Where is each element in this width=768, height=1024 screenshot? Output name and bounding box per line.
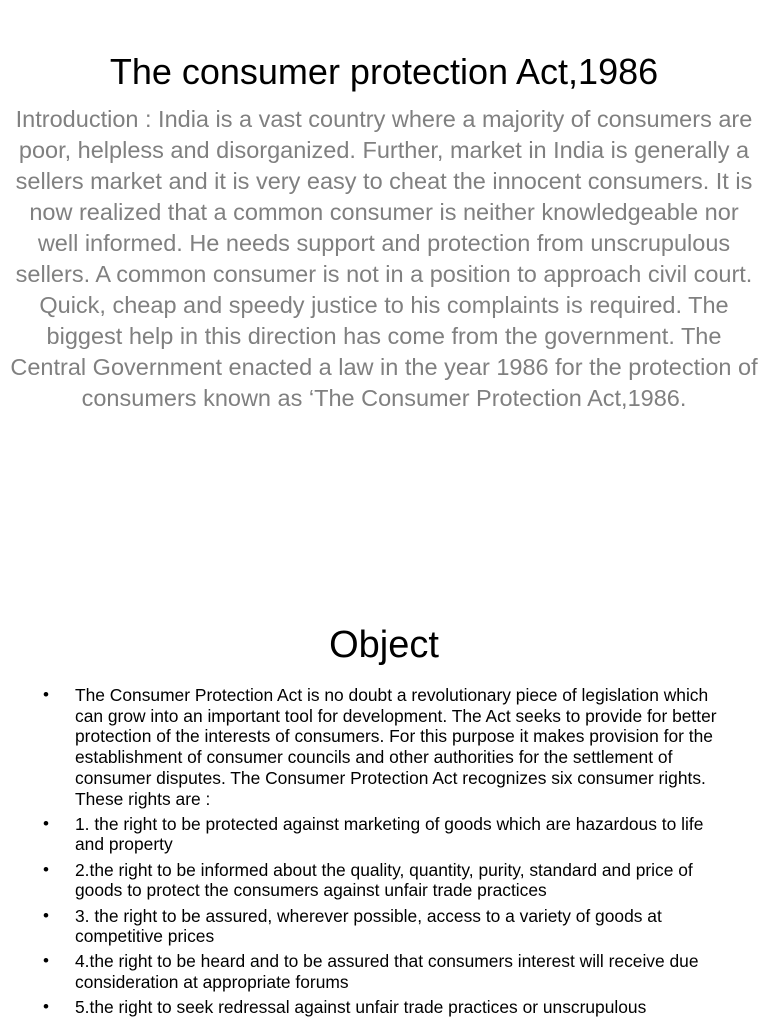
bullet-icon: • — [43, 905, 49, 925]
slide-title: The consumer protection Act,1986 — [109, 51, 659, 92]
bullet-item — [0, 860, 768, 901]
introduction-paragraph: Introduction : India is a vast country where a majority of consumers are poor, helpless and disorganized. Further, market in India is generally a sellers market and it is very easy to cheat the innocent consumers. It is now realized that a common consumer is neither knowledgeable nor well informed. He needs support and protection from unscrupulous sellers. A common consumer is not in a position to approach civil court. Quick, cheap and speedy justice to his complaints is required. The biggest help in this direction has come from the government. The Central Government enacted a law in the year 1986 for the protection of consumers known as ‘The Consumer Protection Act,1986. — [10, 106, 758, 411]
bullet-text: 1. the right to be protected against marketing of goods which are hazardous to life and property — [75, 813, 704, 855]
bullet-item — [0, 685, 768, 809]
bullet-text: 5.the right to seek redressal against unfair trade practices or unscrupulous — [75, 997, 647, 1018]
bullet-text: 2.the right to be informed about the quality, quantity, purity, standard and price of goods to protect the consumers against unfair trade practices — [75, 859, 693, 901]
bullet-text: 4.the right to be heard and to be assured that consumers interest will receive due consideration at appropriate forums — [75, 951, 699, 993]
bullet-item — [0, 951, 768, 992]
slide-title: Object — [329, 624, 439, 666]
bullet-item — [0, 906, 768, 947]
slide-object — [0, 560, 768, 1024]
bullet-text: 3. the right to be assured, wherever possible, access to a variety of goods at competitive prices — [75, 905, 662, 947]
bullet-icon: • — [43, 813, 49, 833]
bullet-icon: • — [43, 951, 49, 971]
bullet-icon: • — [43, 685, 49, 704]
bullet-item — [0, 997, 768, 1018]
bullet-icon: • — [43, 997, 49, 1017]
bullet-list — [0, 685, 768, 1023]
bullet-icon: • — [43, 859, 49, 879]
bullet-text: The Consumer Protection Act is no doubt a revolutionary piece of legislation which can grow into an important tool for development. The Act seeks to provide for better protection of the interests of consumers. For this purpose it makes provision for the establishment of consumer councils and other authorities for the settlement of consumer disputes. The Consumer Protection Act recognizes six consumer rights. These rights are : — [75, 685, 717, 809]
bullet-item — [0, 814, 768, 855]
